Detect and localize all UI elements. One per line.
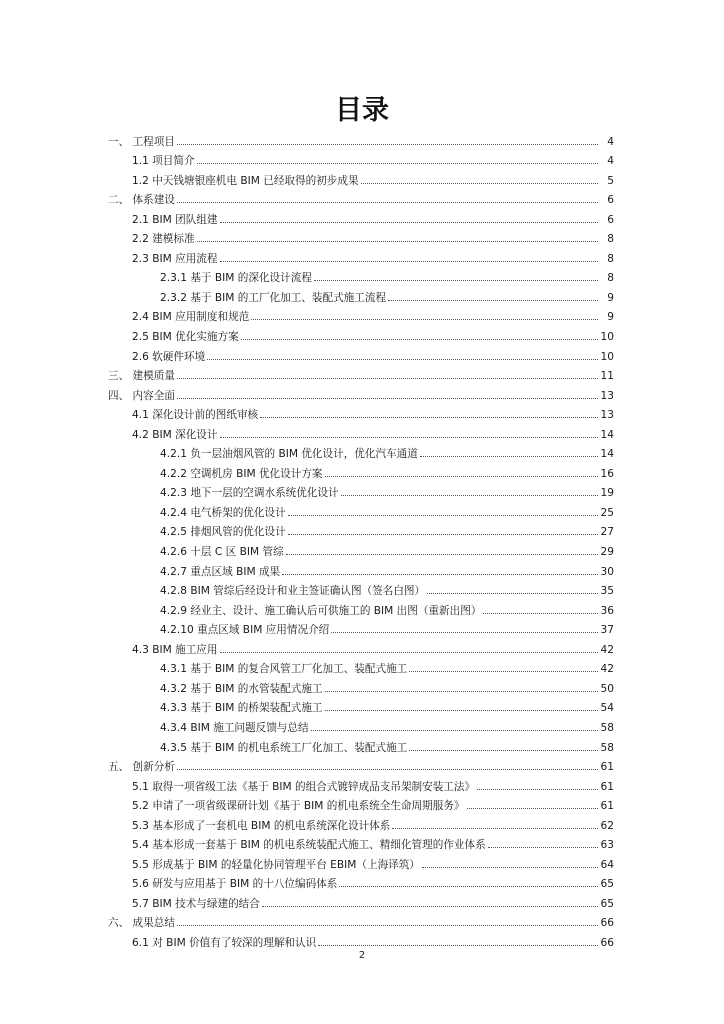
- toc-entry-title: 4.2.8 BIM 管综后经设计和业主签证确认图（签名白图）: [160, 585, 426, 598]
- toc-entry[interactable]: [108, 597, 614, 617]
- toc-entry-title: 6.1 对 BIM 价值有了较深的理解和认识: [132, 936, 317, 949]
- dot-leader: [177, 398, 598, 399]
- dot-leader: [177, 202, 598, 203]
- toc-entry[interactable]: [108, 793, 614, 813]
- toc-entry[interactable]: [108, 304, 614, 324]
- toc-entry[interactable]: [108, 323, 614, 343]
- toc-entry-page: 6: [607, 213, 614, 226]
- toc-entry-page: 19: [600, 487, 614, 500]
- toc-entry-title: 4.2.1 负一层油烟风管的 BIM 优化设计，优化汽车通道: [160, 448, 418, 461]
- toc-entry-page: 29: [600, 546, 614, 559]
- toc-entry-title: 5.7 BIM 技术与绿建的结合: [132, 897, 260, 910]
- toc-entry-title: 2.1 BIM 团队组建: [132, 213, 218, 226]
- toc-entry-page: 64: [600, 858, 614, 871]
- toc-entry-page: 66: [600, 917, 614, 930]
- toc-entry[interactable]: [108, 519, 614, 539]
- toc-entry-page: 9: [607, 311, 614, 324]
- toc-entry-title: 4.3.4 BIM 施工问题反馈与总结: [160, 721, 309, 734]
- toc-entry-page: 36: [600, 604, 614, 617]
- toc-entry-title: 4.2.4 电气桥架的优化设计: [160, 506, 286, 519]
- dot-leader: [483, 613, 598, 614]
- toc-entry-title: 二、 体系建设: [108, 194, 175, 207]
- toc-entry-title: 4.3.1 基于 BIM 的复合风管工厂化加工、装配式施工: [160, 663, 408, 676]
- toc-entry-title: 4.2.3 地下一层的空调水系统优化设计: [160, 487, 339, 500]
- toc-entry-page: 30: [600, 565, 614, 578]
- toc-entry-title: 4.2.7 重点区域 BIM 成果: [160, 565, 281, 578]
- toc-entry[interactable]: [108, 128, 614, 148]
- toc-entry[interactable]: [108, 695, 614, 715]
- dot-leader: [427, 593, 598, 594]
- toc-entry[interactable]: [108, 773, 614, 793]
- toc-entry[interactable]: [108, 441, 614, 461]
- dot-leader: [318, 945, 598, 946]
- toc-entry-page: 50: [600, 682, 614, 695]
- toc-entry-page: 61: [600, 780, 614, 793]
- toc-entry-title: 5.4 基本形成一套基于 BIM 的机电系统装配式施工、精细化管理的作业体系: [132, 839, 486, 852]
- dot-leader: [388, 300, 598, 301]
- toc-entry-page: 58: [600, 741, 614, 754]
- toc-entry-title: 4.3.2 基于 BIM 的水管装配式施工: [160, 682, 323, 695]
- toc-entry-page: 6: [607, 194, 614, 207]
- toc-entry[interactable]: [108, 343, 614, 363]
- toc-entry-title: 4.1 深化设计前的图纸审核: [132, 409, 259, 422]
- toc-entry-page: 4: [607, 135, 614, 148]
- dot-leader: [339, 886, 598, 887]
- toc-entry[interactable]: [108, 265, 614, 285]
- toc-entry[interactable]: [108, 363, 614, 383]
- toc-entry[interactable]: [108, 617, 614, 637]
- toc-entry-page: 25: [600, 506, 614, 519]
- toc-entry[interactable]: [108, 578, 614, 598]
- toc-entry-page: 14: [600, 428, 614, 441]
- toc-entry-title: 三、 建模质量: [108, 370, 175, 383]
- toc-entry[interactable]: [108, 851, 614, 871]
- toc-entry-page: 14: [600, 448, 614, 461]
- toc-entry-page: 61: [600, 761, 614, 774]
- toc-entry-page: 54: [600, 702, 614, 715]
- toc-entry-page: 8: [607, 272, 614, 285]
- toc-entry-title: 1.2 中天钱塘银座机电 BIM 已经取得的初步成果: [132, 174, 359, 187]
- dot-leader: [392, 828, 598, 829]
- toc-entry-title: 4.2.2 空调机房 BIM 优化设计方案: [160, 467, 323, 480]
- dot-leader: [177, 769, 598, 770]
- toc-entry[interactable]: [108, 167, 614, 187]
- toc-entry[interactable]: [108, 734, 614, 754]
- dot-leader: [197, 163, 598, 164]
- dot-leader: [282, 574, 598, 575]
- toc-entry[interactable]: [108, 206, 614, 226]
- toc-entry[interactable]: [108, 226, 614, 246]
- toc-entry[interactable]: [108, 460, 614, 480]
- dot-leader: [177, 378, 598, 379]
- toc-entry[interactable]: [108, 675, 614, 695]
- toc-entry-page: 42: [600, 643, 614, 656]
- toc-entry-page: 35: [600, 585, 614, 598]
- toc-entry-page: 10: [600, 331, 614, 344]
- dot-leader: [220, 652, 599, 653]
- dot-leader: [325, 710, 598, 711]
- toc-entry-title: 5.6 研发与应用基于 BIM 的十八位编码体系: [132, 878, 338, 891]
- page-number: 2: [358, 950, 366, 961]
- toc-entry-page: 4: [607, 155, 614, 168]
- toc-entry-title: 2.3.2 基于 BIM 的工厂化加工、装配式施工流程: [160, 291, 387, 304]
- dot-leader: [241, 339, 598, 340]
- dot-leader: [177, 144, 598, 145]
- dot-leader: [361, 183, 598, 184]
- toc-entry[interactable]: [108, 871, 614, 891]
- toc-entry-page: 27: [600, 526, 614, 539]
- toc-entry-title: 5.5 形成基于 BIM 的轻量化协同管理平台 EBIM（上海译筑）: [132, 858, 420, 871]
- toc-entry[interactable]: [108, 714, 614, 734]
- toc-entry[interactable]: [108, 812, 614, 832]
- toc-title: 目录: [335, 95, 389, 126]
- toc-entry[interactable]: [108, 910, 614, 930]
- toc-entry-title: 4.2.5 排烟风管的优化设计: [160, 526, 286, 539]
- toc-entry[interactable]: [108, 382, 614, 402]
- toc-entry-title: 4.2.6 十层 C 区 BIM 管综: [160, 546, 284, 559]
- dot-leader: [311, 730, 598, 731]
- dot-leader: [220, 437, 599, 438]
- dot-leader: [260, 417, 598, 418]
- toc-entry-page: 11: [600, 370, 614, 383]
- toc-entry-title: 5.3 基本形成了一套机电 BIM 的机电系统深化设计体系: [132, 819, 391, 832]
- toc-entry[interactable]: [108, 187, 614, 207]
- toc-entry-title: 4.3 BIM 施工应用: [132, 643, 218, 656]
- dot-leader: [251, 319, 598, 320]
- toc-entry-title: 5.1 取得一项省级工法《基于 BIM 的组合式镀锌成品支吊架制安装工法》: [132, 780, 476, 793]
- toc-entry-title: 2.3 BIM 应用流程: [132, 252, 218, 265]
- toc-entry-title: 五、 创新分析: [108, 761, 175, 774]
- dot-leader: [409, 750, 598, 751]
- toc-entry-title: 4.2.10 重点区域 BIM 应用情况介绍: [160, 624, 330, 637]
- dot-leader: [331, 632, 598, 633]
- toc-entry-title: 5.2 申请了一项省级课研计划《基于 BIM 的机电系统全生命周期服务》: [132, 800, 465, 813]
- toc-entry-page: 65: [600, 878, 614, 891]
- dot-leader: [207, 359, 598, 360]
- toc-entry-page: 37: [600, 624, 614, 637]
- toc-entry-title: 4.3.3 基于 BIM 的桥架装配式施工: [160, 702, 323, 715]
- toc-entry-page: 10: [600, 350, 614, 363]
- dot-leader: [409, 671, 598, 672]
- toc-entry[interactable]: [108, 284, 614, 304]
- toc-entry[interactable]: [108, 480, 614, 500]
- dot-leader: [220, 222, 599, 223]
- toc-entry[interactable]: [108, 148, 614, 168]
- toc-entry[interactable]: [108, 499, 614, 519]
- dot-leader: [288, 534, 598, 535]
- toc-entry-title: 2.4 BIM 应用制度和规范: [132, 311, 250, 324]
- table-of-contents: [108, 128, 614, 949]
- toc-entry-page: 42: [600, 663, 614, 676]
- dot-leader: [197, 241, 598, 242]
- dot-leader: [177, 925, 598, 926]
- dot-leader: [220, 261, 599, 262]
- toc-entry-title: 六、 成果总结: [108, 917, 175, 930]
- toc-entry-page: 13: [600, 389, 614, 402]
- dot-leader: [325, 476, 598, 477]
- dot-leader: [262, 906, 598, 907]
- toc-entry-title: 一、 工程项目: [108, 135, 175, 148]
- toc-entry-title: 2.2 建模标准: [132, 233, 195, 246]
- dot-leader: [288, 515, 598, 516]
- toc-entry-title: 四、 内容全面: [108, 389, 175, 402]
- toc-entry[interactable]: [108, 890, 614, 910]
- toc-entry-page: 65: [600, 897, 614, 910]
- toc-entry-page: 13: [600, 409, 614, 422]
- toc-entry[interactable]: [108, 402, 614, 422]
- dot-leader: [325, 691, 598, 692]
- toc-entry-page: 9: [607, 291, 614, 304]
- dot-leader: [488, 847, 598, 848]
- toc-entry[interactable]: [108, 421, 614, 441]
- toc-entry-title: 4.2 BIM 深化设计: [132, 428, 218, 441]
- dot-leader: [314, 280, 598, 281]
- toc-entry[interactable]: [108, 636, 614, 656]
- toc-entry-page: 8: [607, 252, 614, 265]
- toc-entry[interactable]: [108, 656, 614, 676]
- dot-leader: [286, 554, 598, 555]
- toc-entry-title: 2.3.1 基于 BIM 的深化设计流程: [160, 272, 312, 285]
- dot-leader: [422, 867, 598, 868]
- toc-entry-page: 5: [607, 174, 614, 187]
- toc-entry[interactable]: [108, 558, 614, 578]
- dot-leader: [341, 495, 598, 496]
- dot-leader: [477, 789, 598, 790]
- toc-entry-title: 1.1 项目简介: [132, 155, 195, 168]
- toc-entry[interactable]: [108, 832, 614, 852]
- toc-entry[interactable]: [108, 754, 614, 774]
- toc-entry-title: 2.5 BIM 优化实施方案: [132, 331, 239, 344]
- toc-entry[interactable]: [108, 245, 614, 265]
- toc-entry-page: 66: [600, 936, 614, 949]
- toc-entry[interactable]: [108, 538, 614, 558]
- dot-leader: [467, 808, 598, 809]
- toc-entry-page: 8: [607, 233, 614, 246]
- toc-entry[interactable]: [108, 929, 614, 949]
- toc-entry-page: 62: [600, 819, 614, 832]
- dot-leader: [420, 456, 598, 457]
- toc-entry-title: 2.6 软硬件环境: [132, 350, 206, 363]
- toc-entry-title: 4.2.9 经业主、设计、施工确认后可供施工的 BIM 出图（重新出图）: [160, 604, 482, 617]
- toc-entry-title: 4.3.5 基于 BIM 的机电系统工厂化加工、装配式施工: [160, 741, 408, 754]
- toc-entry-page: 63: [600, 839, 614, 852]
- toc-entry-page: 16: [600, 467, 614, 480]
- toc-entry-page: 58: [600, 721, 614, 734]
- toc-entry-page: 61: [600, 800, 614, 813]
